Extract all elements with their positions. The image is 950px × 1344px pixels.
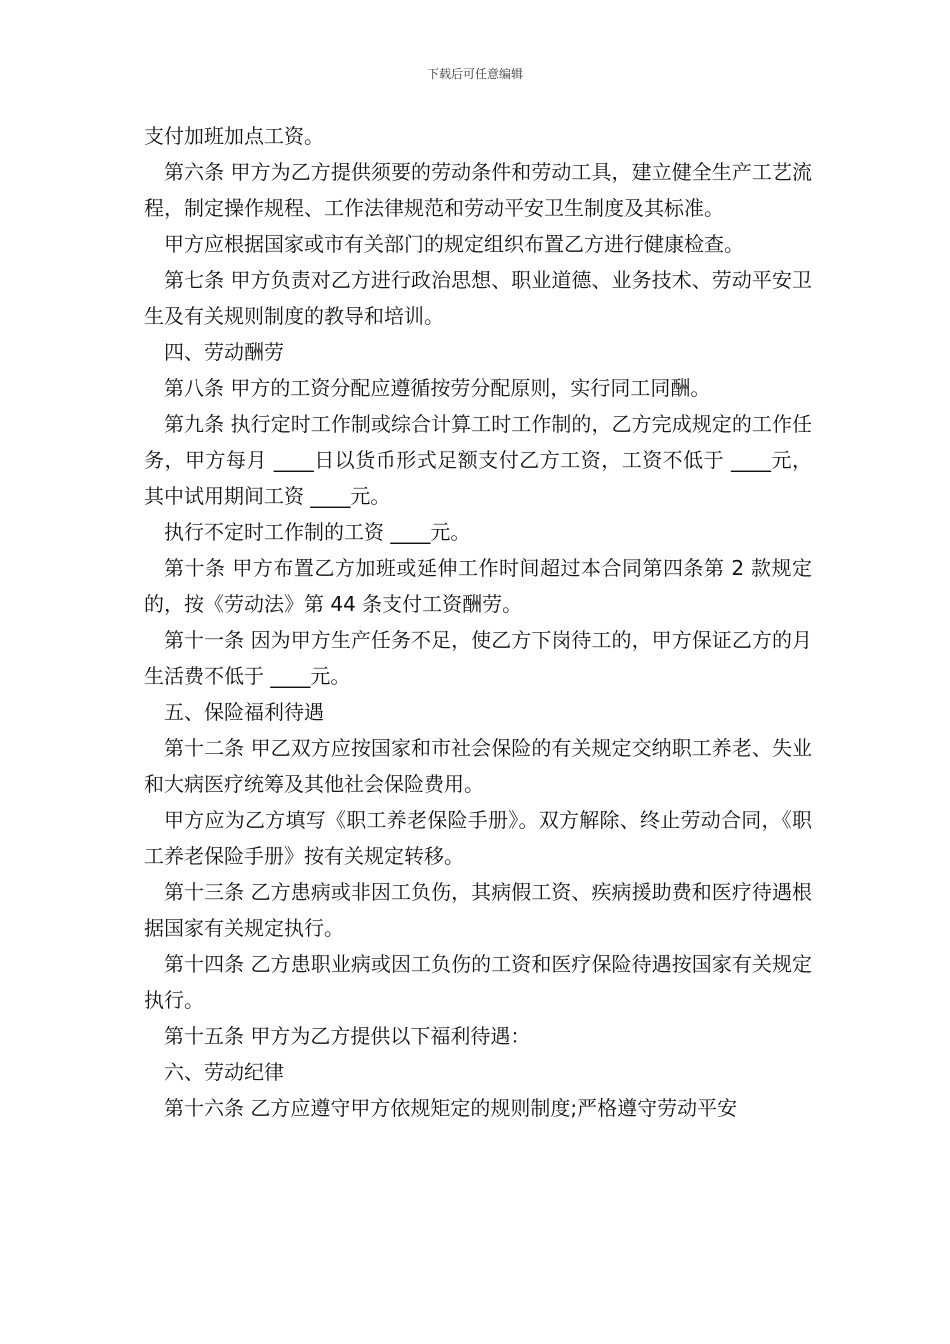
paragraph: 甲方应根据国家或市有关部门的规定组织布置乙方进行健康检查。 xyxy=(164,232,744,256)
paragraph: 第八条 甲方的工资分配应遵循按劳分配原则，实行同工同酬。 xyxy=(164,376,711,400)
page-header-note: 下载后可任意编辑 xyxy=(426,67,523,81)
paragraph: 第十二条 甲乙双方应按国家和市社会保险的有关规定交纳职工养老、失业和大病医疗统筹及其他社会保险费用。 xyxy=(144,736,812,796)
paragraph: 支付加班加点工资。 xyxy=(144,124,324,148)
paragraph: 第十四条 乙方患职业病或因工负伤的工资和医疗保险待遇按国家有关规定执行。 xyxy=(144,952,812,1012)
paragraph: 第十六条 乙方应遵守甲方依规矩定的规则制度;严格遵守劳动平安 xyxy=(164,1096,738,1120)
paragraph: 第六条 甲方为乙方提供须要的劳动条件和劳动工具，建立健全生产工艺流程，制定操作规程、工作法律规范和劳动平安卫生制度及其标准。 xyxy=(144,160,812,220)
section-heading: 五、保险福利待遇 xyxy=(164,700,324,724)
paragraph: 第九条 执行定时工作制或综合计算工时工作制的，乙方完成规定的工作任务，甲方每月 ____日以货币形式足额支付乙方工资，工资不低于 ____元，其中试用期间工资 ____元。 xyxy=(144,412,812,508)
paragraph: 第十五条 甲方为乙方提供以下福利待遇： xyxy=(164,1024,531,1048)
paragraph: 第七条 甲方负责对乙方进行政治思想、职业道德、业务技术、劳动平安卫生及有关规则制度的教导和培训。 xyxy=(144,268,812,328)
paragraph: 第十一条 因为甲方生产任务不足，使乙方下岗待工的，甲方保证乙方的月生活费不低于 ____元。 xyxy=(144,628,812,688)
section-heading: 六、劳动纪律 xyxy=(164,1060,284,1084)
paragraph: 执行不定时工作制的工资 ____元。 xyxy=(164,520,471,544)
document-body xyxy=(144,118,812,1126)
paragraph: 第十条 甲方布置乙方加班或延伸工作时间超过本合同第四条第 2 款规定的，按《劳动法》第 44 条支付工资酬劳。 xyxy=(144,556,812,616)
paragraph: 甲方应为乙方填写《职工养老保险手册》。双方解除、终止劳动合同，《职工养老保险手册》按有关规定转移。 xyxy=(144,808,812,868)
section-heading: 四、劳动酬劳 xyxy=(164,340,284,364)
paragraph: 第十三条 乙方患病或非因工负伤，其病假工资、疾病援助费和医疗待遇根据国家有关规定执行。 xyxy=(144,880,812,940)
